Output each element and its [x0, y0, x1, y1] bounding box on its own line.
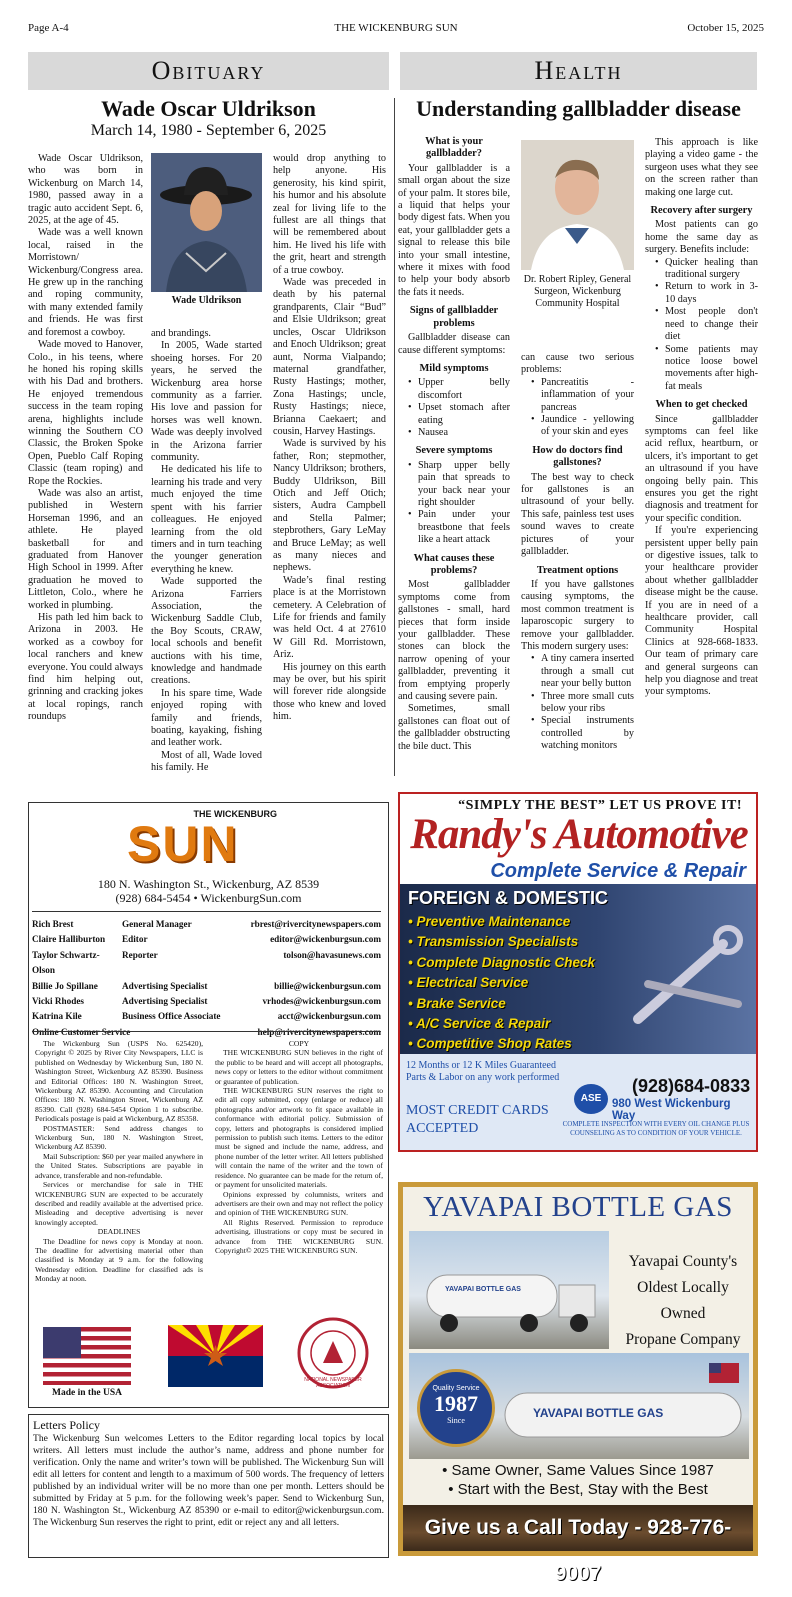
health-col-3 [645, 137, 758, 699]
randys-address: 980 West Wickenburg Way [612, 1098, 731, 1122]
service-item: • Preventive Maintenance [408, 914, 571, 929]
paragraph: Sometimes, small gallstones can float out of the gallbladder obstructing the bile duct. This [398, 703, 510, 752]
arizona-flag-icon [168, 1325, 263, 1387]
staff-email[interactable]: rbrest@rivercitynewspapers.com [250, 919, 381, 929]
logo-big-text: SUN [127, 816, 239, 872]
made-in-usa: Made in the USA [52, 1388, 122, 1398]
staff-email[interactable]: billie@wickenburgsun.com [274, 980, 381, 991]
serious-list [521, 377, 634, 439]
issue-date: October 15, 2025 [687, 22, 764, 34]
paragraph: The best way to check for gallstones is an ultrasound of your belly. This safe, painless test uses sound waves to create pictures of your gallbladder. [521, 471, 634, 558]
subhead: Mild symptoms [419, 362, 489, 374]
paragraph: If you're experiencing persistent upper belly pain or digestive issues, talk to your healthcare provider about whether gallbladder disease might be the cause. If you are in need of a healthcare provider, call Community Hospital Clinics at 928-668-1833. Our team of primary care and general surgeons can help you diagnose and treat your symptoms. [645, 525, 758, 698]
subhead: Signs of gallbladder problems [409, 305, 499, 329]
health-col-2 [521, 352, 634, 753]
obit-photo [151, 153, 262, 292]
staff-name: Taylor Schwartz-Olson [32, 949, 100, 976]
badge-since: Since [447, 1416, 465, 1425]
service-item: • Transmission Specialists [408, 934, 579, 950]
service-item: • Competitive Shop Rates [408, 1036, 572, 1052]
list-item: • Quicker healing than traditional surgery [655, 257, 758, 282]
paragraph: Wade’s final resting place is at the Morristown cemetery. A Celebration of Life for friends and family was held Oct. 4 at 27610 W Gill Rd. Morristown, Ariz. [273, 574, 386, 661]
paragraph: Wade is survived by his father, Ron; stepmother, Nancy Uldrikson; brothers, Buddy Uldrikson, Bill Otich and Jeff Otich; sisters, Audra Campbell and Stella Palmer; stepbrothers, Gary LeMay and Bruce LeMay; as well as many nieces and nephews. [273, 438, 386, 574]
randys-warranty: 12 Months or 12 K Miles Guaranteed Parts & Labor on any work performed [406, 1060, 560, 1083]
randys-automotive-ad [398, 792, 758, 1152]
value-line: • Same Owner, Same Values Since 1987 [442, 1462, 714, 1479]
cowboy-portrait-icon [151, 153, 262, 292]
paragraph: would drop anything to help anyone. His generosity, his kind spirit, his humor and his absolute zeal for living life to the fullest are all things that will be remembered about him. He lived his life with the grit, heart and strength of a true cowboy. [273, 153, 386, 276]
staff-name: Claire Halliburton [32, 934, 106, 945]
randys-services-list [408, 912, 595, 1055]
letters-title: Letters Policy [33, 1418, 100, 1432]
service-label: A/C Service & Repair [415, 1016, 551, 1032]
list-item: • Pancreatitis - inflammation of your pancreas [531, 377, 634, 414]
us-flag-icon [43, 1327, 131, 1385]
service-item: • Brake Service [408, 995, 506, 1011]
divider [32, 911, 381, 912]
copy-heading: COPY [288, 1039, 310, 1048]
paragraph: Wade was also an artist, published in Western Horseman 1996, and an athlete. He played basketball for and graduated from Hanover High School in 1999. After graduation he moved to Littleton, Colo., where he worked in plumbing. [28, 487, 143, 611]
tagline-line: Oldest Locally Owned [637, 1279, 729, 1322]
paragraph: THE WICKENBURG SUN reserves the right to edit all copy submitted, copy (enlarge or reduce) all photographs and/or artwork to fit space available in conformance with editorial policy. Submission of copy, letters and photographs is considered implied permission to publish such items. Letters to the editor must be signed and include the name, address, and phone number of the letter writer. All letters published will contain the name of the writer and the town of residence. No guarantee can be made for the return of, or payment for unsolicited materials. [215, 1086, 383, 1190]
fine-print-right [215, 1039, 383, 1255]
obit-col-3 [273, 153, 386, 724]
severe-list [398, 460, 510, 547]
newspaper-association-seal-icon [297, 1317, 369, 1389]
paragraph: Wade supported the Arizona Farriers Association, the Wickenburg Saddle Club, the Boy Scouts, CRAW, local schools and benefit auctions with his time, knowledge and handmade creations. [151, 576, 262, 687]
staff-list [32, 917, 381, 1040]
paragraph: Wade was preceded in death by his paternal grandparents, Clair “Bud” and Elsie Uldrikson; great uncles, Oscar Uldrikson and Enoch Uldrikson; great aunt, Norma Vialpando; maternal grandfather, Rusty Hastings; mother, Zona Hastings; uncle, Rusty Hastings; niece, Brianna Caekaert; and cousin, Harvey Hastings. [273, 277, 386, 437]
paragraph: Most of all, Wade loved his family. He [151, 749, 262, 774]
health-col-1 [398, 134, 510, 753]
paragraph: Gallbladder disease can cause different symptoms: [398, 332, 510, 356]
staff-row [32, 932, 381, 947]
randys-inspection: COMPLETE INSPECTION WITH EVERY OIL CHANGE PLUS COUNSELING AS TO CONDITION OF YOUR VEHICLE. [562, 1120, 750, 1137]
staff-row [32, 979, 381, 994]
health-title: Understanding gallbladder disease [416, 96, 741, 121]
service-item: • A/C Service & Repair [408, 1016, 551, 1032]
service-label: Electrical Service [416, 975, 529, 991]
paragraph: He dedicated his life to learning his trade and very much enjoyed the time spent with his farrier colleagues. He enjoyed learning from the old timers and in turn teaching the younger generation everything he knew. [151, 464, 262, 575]
yavapai-values [403, 1461, 753, 1499]
paragraph: All Rights Reserved. Permission to reproduce advertising, illustrations or copy must be secured in advance from THE WICKENBURG SUN. Copyright© 2025 THE WICKENBURG SUN. [215, 1217, 383, 1255]
paragraph: Services or merchandise for sale in THE WICKENBURG SUN are expected to be accurately described and readily available at the advertised price. Misleading and deceptive advertising is never knowingly accepted. [35, 1180, 203, 1227]
masthead-box [28, 802, 389, 1408]
paragraph: POSTMASTER: Send address changes to Wickenburg Sun, 180 N. Washington Street, Wickenburg AZ 85390. [35, 1123, 203, 1152]
fine-print-left [35, 1039, 203, 1284]
paragraph: His path led him back to Arizona in 2003. He worked as a cowboy for local ranchers and knew everyone. You could always find him helping out, grinning and cracking jokes at local ropings, ranch roundups [28, 612, 143, 723]
staff-title: Business Office Associate [122, 1011, 221, 1022]
service-label: Brake Service [416, 995, 506, 1011]
service-item: • Electrical Service [408, 975, 529, 991]
list-item: • Upper belly discomfort [408, 377, 510, 402]
staff-title: Advertising Specialist [122, 980, 208, 991]
doctor-photo [521, 140, 634, 270]
yavapai-call-button[interactable]: Give us a Call Today - 928-776-9007 [403, 1505, 753, 1551]
list-item: • Nausea [408, 427, 510, 439]
staff-title: Editor [122, 934, 148, 945]
doctor-portrait-icon [521, 140, 634, 270]
paragraph: Wade moved to Hanover, Colo., in his teens, where he honed his roping skills with his Dad and brothers. He enjoyed tremendous success in the team roping arena, highlights include winning the Southern CO Classic, the Broken Spoke Open, Pueblo Calf Roping Classic (team roping) and Rope the Rockies. [28, 339, 143, 487]
paragraph: In 2005, Wade started shoeing horses. For 20 years, he served the Wickenburg area horse community as a farrier. His love and passion for horses was well known. Wade was deeply involved in the Arizona farrier community. [151, 340, 262, 464]
subhead: When to get checked [655, 399, 748, 411]
paragraph: Opinions expressed by columnists, writers and advertisers are their own and may not reflect the policy and opinion of THE WICKENBURG SUN. [215, 1189, 383, 1218]
obit-dates: March 14, 1980 - September 6, 2025 [90, 122, 327, 139]
treatment-list [521, 653, 634, 752]
truck-label: YAVAPAI BOTTLE GAS [445, 1286, 521, 1293]
seal-text: NATIONAL NEWSPAPER ASSOCIATION [304, 1377, 362, 1389]
staff-name: Billie Jo Spillane [32, 980, 98, 991]
staff-email[interactable]: editor@wickenburgsun.com [270, 934, 381, 945]
paragraph: In his spare time, Wade enjoyed roping with family and friends, boating, kayaking, fishing and leather work. [151, 687, 262, 749]
staff-row [32, 994, 381, 1009]
randys-foreign-domestic: FOREIGN & DOMESTIC [408, 888, 609, 908]
quality-service-badge [417, 1369, 495, 1447]
value-line: • Start with the Best, Stay with the Best [448, 1481, 708, 1498]
staff-row [32, 1009, 381, 1024]
recovery-list [645, 257, 758, 393]
service-label: Preventive Maintenance [416, 914, 571, 929]
subhead: Treatment options [536, 564, 619, 576]
randys-phone: (928)684-0833 [632, 1076, 751, 1096]
staff-email[interactable]: tolson@havasunews.com [283, 949, 381, 960]
randys-footer [400, 1054, 756, 1150]
ase-badge-icon: ASE [574, 1084, 608, 1114]
staff-row [32, 917, 381, 932]
paragraph: Since gallbladder symptoms can feel like acid reflux, heartburn, or ulcers, it's important to get an ultrasound if you have ongoing belly pain. This ensures you get the right diagnosis and treatment for your specific condition. [645, 413, 758, 524]
staff-name: Katrina Kile [32, 1011, 82, 1022]
masthead-address: 180 N. Washington St., Wickenburg, AZ 8539 [97, 877, 320, 891]
paragraph: Mail Subscription: $60 per year mailed anywhere in the United States. Subscriptions are payable in advance, transferable and non-refundable. [35, 1151, 203, 1180]
staff-name: Vicki Rhodes [32, 996, 84, 1007]
obit-name: Wade Oscar Uldrikson [101, 96, 316, 121]
paragraph: THE WICKENBURG SUN believes in the right of the public to be heard and will accept all photographs, news copy or letters to the editor without commitment or guarantee of publication. [215, 1048, 383, 1086]
staff-row [32, 948, 381, 979]
subhead: How do doctors find gallstones? [532, 444, 623, 469]
paragraph: Wade was a well known local, raised in the Morristown/ Wickenburg/Congress area. He grew up in the ranching and roping community, with many extended family and friends. He was first and foremost a cowboy. [28, 227, 143, 338]
badge-top-text: Quality Service [432, 1385, 480, 1392]
paragraph: Your gallbladder is a small organ about the size of your palm. It stores bile, a liquid that helps your body digest fats. When you eat, your gallbladder gets a signal to release this bile into your small intestine, where it mixes with food to help your body absorb the fats it needs. [398, 162, 510, 298]
service-label: Competitive Shop Rates [416, 1036, 572, 1052]
column-divider [394, 98, 395, 776]
deadlines-heading: DEADLINES [97, 1227, 141, 1237]
mild-list [398, 377, 510, 439]
list-item: • Sharp upper belly pain that spreads to your back near your right shoulder [408, 460, 510, 510]
staff-name [32, 1025, 232, 1040]
staff-title: Reporter [122, 949, 158, 960]
paragraph: Wade Oscar Uldrikson, who was born in Wickenburg on March 14, 1980, passed away in a tragic auto accident Sept. 6, 2025, at the age of 45. [28, 153, 143, 227]
list-item: • Jaundice - yellowing of your skin and eyes [531, 414, 634, 439]
randys-credit: MOST CREDIT CARDS ACCEPTED [406, 1103, 549, 1136]
list-item: • Upset stomach after eating [408, 402, 510, 427]
staff-email[interactable] [232, 1025, 381, 1040]
staff-title: General Manager [122, 919, 192, 929]
staff-title: Advertising Specialist [122, 996, 208, 1007]
logo-small-text: THE WICKENBURG [193, 809, 277, 819]
paragraph: Most gallbladder symptoms come from gallstones - small, hard pieces that form inside your gallbladder. These stones can block the narrow opening of your gallbladder, preventing it from emptying properly and causing severe pain. [398, 579, 510, 703]
tagline-line: Yavapai County's [628, 1253, 738, 1270]
service-label: Transmission Specialists [416, 934, 579, 950]
paragraph: can cause two serious problems: [521, 352, 634, 376]
health-section-bar: Health [400, 52, 757, 90]
tagline-line: Propane Company [625, 1331, 741, 1348]
subhead: Recovery after surgery [650, 205, 753, 217]
list-item: • Pain under your breastbone that feels like a heart attack [408, 509, 510, 546]
letters-body: The Wickenburg Sun welcomes Letters to the Editor regarding local topics by local writers. All letters must include the author’s name, address and phone number for verification. Only the name and writer’s town will be published. The Wickenburg Sun will edit all letters for content and length to a maximum of 500 words. The frequency of letters published by an individual writer will be no more than one per month. Letters should be submitted by Friday at 5 p.m. for the following week’s paper. Send to Wickenburg Sun, 180 N. Washington St., Wickenburg AZ 85390 or e-mail to editor@wickenburgsun.com. The Wickenburg Sun reserves the right to print, edit or reject any and all letters. [33, 1433, 384, 1528]
list-item: • Return to work in 3-10 days [655, 281, 758, 306]
service-label: Complete Diagnostic Check [416, 954, 596, 970]
obituary-section-bar: Obituary [28, 52, 389, 90]
paragraph: The Wickenburg Sun (USPS No. 625420), Copyright © 2025 by River City Newspapers, LLC is published on Wednesday by Wickenburg Sun, 180 N. Washington Street, Wickenburg AZ 85390. Business and Editorial Offices: 180 N. Washington Street, Wickenburg AZ 85390. Accounting and Circulation Offices: 180 N. Washington Street, Wickenburg AZ 85390. Call (928) 684-5454 Option 1 to subscribe. Periodicals postage is paid at Wickenburg, AZ 85358. [35, 1039, 203, 1124]
page-number: Page A-4 [28, 22, 69, 34]
subhead: What causes these problems? [413, 552, 495, 576]
service-item: • Complete Diagnostic Check [408, 954, 596, 970]
paragraph: This approach is like playing a video game - the surgeon uses what they see on the screen rather than making one large cut. [645, 137, 758, 198]
paragraph: His journey on this earth may be over, but his spirit will forever ride alongside those who knew and loved him. [273, 661, 386, 723]
list-item: • Special instruments controlled by watching monitors [531, 715, 634, 752]
list-item: • Three more small cuts below your ribs [531, 691, 634, 716]
randys-services-panel [400, 884, 756, 1054]
yavapai-tagline [613, 1249, 753, 1353]
paragraph: and brandings. [151, 328, 211, 339]
paragraph: The Deadline for news copy is Monday at noon. The deadline for advertising material other than classified is Monday at 9 a.m. for the following Wednesday edition. Deadline for classified ads is Monday at noon. [35, 1236, 203, 1284]
paragraph: Most patients can go home the same day as surgery. Benefits include: [645, 219, 758, 256]
randys-brand: Randy's Automotive [410, 811, 748, 858]
list-item: • A tiny camera inserted through a small cut near your belly button [531, 653, 634, 690]
subhead: What is your gallbladder? [425, 136, 483, 160]
obit-col-1 [28, 153, 143, 724]
staff-name: Rich Brest [32, 919, 74, 929]
paragraph: If you have gallstones causing symptoms, the most common treatment is laparoscopic surgery to remove your gallbladder. This modern surgery uses: [521, 578, 634, 652]
masthead-phone-web: (928) 684-5454 • WickenburgSun.com [115, 891, 302, 905]
doctor-photo-caption: Dr. Robert Ripley, General Surgeon, Wickenburg Community Hospital [523, 274, 632, 309]
yavapai-title: YAVAPAI BOTTLE GAS [423, 1191, 733, 1223]
obit-col-2 [151, 328, 262, 775]
wrench-icon [628, 924, 748, 1034]
letters-policy-box [28, 1414, 389, 1558]
staff-email[interactable]: vrhodes@wickenburgsun.com [262, 996, 381, 1007]
staff-row [32, 1025, 381, 1040]
subhead: Severe symptoms [415, 445, 493, 457]
randys-tagline: “SIMPLY THE BEST” LET US PROVE IT! [458, 798, 742, 813]
propane-truck-photo [409, 1231, 609, 1349]
divider [32, 1031, 381, 1032]
yavapai-bottle-gas-ad [398, 1182, 758, 1585]
list-item: • Most people don't need to change their diet [655, 306, 758, 343]
obit-photo-caption: Wade Uldrikson [171, 295, 242, 306]
randys-sub: Complete Service & Repair [490, 860, 746, 882]
sun-logo [127, 809, 297, 873]
badge-year: 1987 [434, 1391, 478, 1416]
staff-email[interactable]: acct@wickenburgsun.com [277, 1011, 381, 1022]
tank-label: YAVAPAI BOTTLE GAS [533, 1406, 664, 1420]
list-item: • Some patients may notice loose bowel movements after high-fat meals [655, 344, 758, 394]
paper-name: THE WICKENBURG SUN [334, 22, 458, 34]
